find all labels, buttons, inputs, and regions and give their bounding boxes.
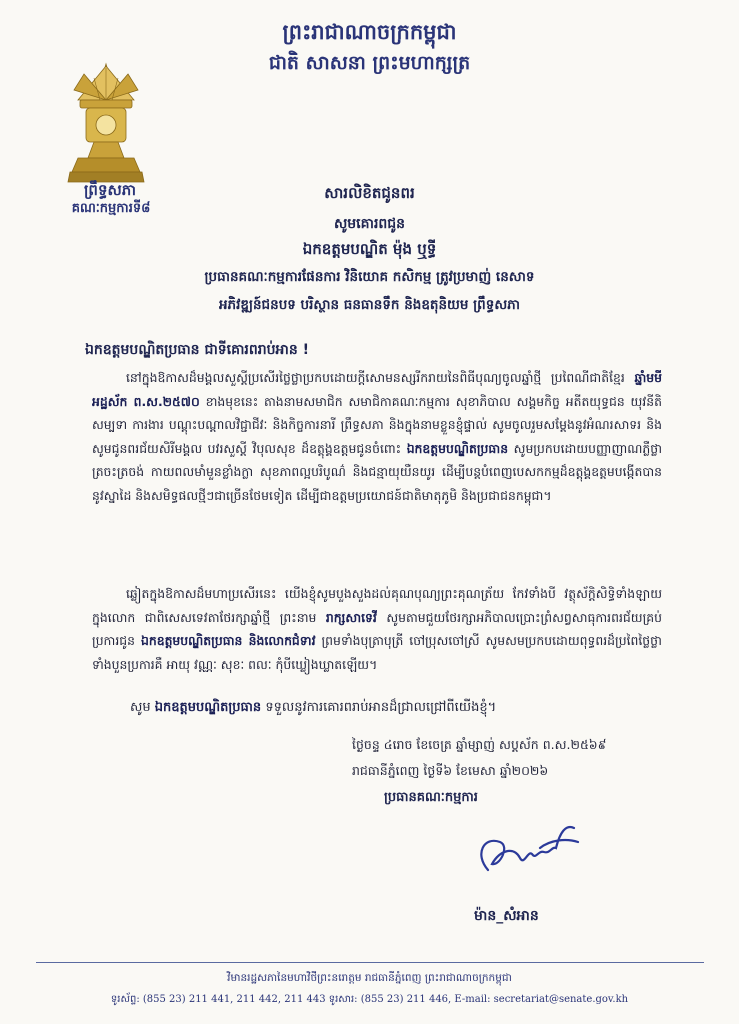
lunar-date: ថ្ងៃចន្ទ ៤រោច ខែចេត្រ ឆ្នាំម្សាញ់ សប្ដស័ក ព.ស.២៥៦៩ [352,737,607,752]
footer-contact: ទូរស័ព្ទ: (855 23) 211 441, 211 442, 211 443 ទូរសារ: (855 23) 211 446, E-mail: secretariat@senate.gov.kh [110,994,629,1005]
recipient-name: ឯកឧត្តមបណ្ឌិត ម៉ុង ឬទ្ធី [302,240,437,258]
recipient-reference: ឯកឧត្តមបណ្ឌិតប្រធាន [154,700,262,715]
recipient-reference: ឯកឧត្តមបណ្ឌិតប្រធាន និងលោកជំទាវ [140,633,316,649]
senate-emblem-icon [64,60,148,188]
closing-text: សូម [130,700,151,715]
recipient-position-line1: ប្រធានគណៈកម្មការផែនការ វិនិយោគ កសិកម្ម ត្រូវប្រមាញ់ នេសាទ [204,269,535,285]
body-paragraph-2 [92,582,662,676]
commission-name: គណៈកម្មការទី៨ [71,201,151,216]
paragraph-text: សូមប្រកបដោយបញ្ញាញាណភ្លឺថ្លា ត្រចះត្រចង់ កាយពលមាំមួនខ្លាំងក្លា សុខភាពល្អបរិបូណ៌ និងជន្មាយុយឺនយូរ ដើម្បីបន្តបំពេញបេសកកម្មដ៏ឧត្ដុង្គឧត្ដមបង្កើតបាននូវស្នាដៃ និងសមិទ្ធផលថ្មីៗជាច្រើនថែមទៀត ដើម្បីជាឧត្តមប្រយោជន៍ជាតិមាតុភូមិ និងប្រជាជនកម្ពុជា។ [92,440,662,503]
handwritten-signature [470,820,590,890]
recipient-reference: ឯកឧត្តមបណ្ឌិតប្រធាន [406,440,509,456]
institution-name: ព្រឹទ្ធសភា [83,181,137,199]
footer-address: វិមានរដ្ឋសភានៃមហាវិថីព្រះនរោត្តម រាជធានីភ្នំពេញ ព្រះរាជាណាចក្រកម្ពុជា [227,972,512,984]
paragraph-text: សូមតាមជួយថែរក្សាអភិបាលប្រោះព្រំសព្វសាធុការពរជ័យគ្រប់ប្រការជូន [92,609,662,649]
closing-text: ទទួលនូវការគោរពរាប់អានដ៏ជ្រាលជ្រៅពីយើងខ្ញុំ។ [265,700,497,715]
signer-title: ប្រធានគណៈកម្មការ [384,790,478,805]
paragraph-text: នៅក្នុងឱកាសដ៏មង្គលសួស្ដីប្រសើរថ្លៃថ្លាប្រកបដោយក្ដីសោមនស្សរីករាយនៃពិធីបុណ្យចូលឆ្នាំថ្មី ប្រពៃណីជាតិខ្មែរ [126,370,625,385]
year-name: ឆ្នាំមមី អដ្ឋស័ក ព.ស.២៥៧០ [92,370,662,409]
deity-name: រាក្សសាទេវី [325,609,377,625]
footer-divider [36,962,704,963]
closing-line [130,699,690,718]
recipient-position-line2: អភិវឌ្ឍន៍ជនបទ បរិស្ថាន ធនធានទឹក និងឧតុនិយម ព្រឹទ្ធសភា [218,297,521,313]
respect-line: សូមគោរពជូន [333,216,406,232]
national-motto: ជាតិ សាសនា ព្រះមហាក្សត្រ [268,52,471,74]
paragraph-text: ព្រមទាំងបុត្រាបុត្រី ចៅប្រុសចៅស្រី សូមសមប្រកបដោយពុទ្ធពរដ៏ប្រពៃថ្លៃថ្លាទាំងបួនប្រការគឺ អាយុ វណ្ណៈ សុខៈ ពលៈ កុំបីឃ្លៀងឃ្លាតឡើយ។ [92,633,662,672]
letter-title: សារលិខិតជូនពរ [324,184,415,202]
body-paragraph-1 [92,366,662,508]
paragraph-text: ឆ្លៀតក្នុងឱកាសដ៏មហាប្រសើរនេះ យើងខ្ញុំសូមបួងសួងដល់គុណបុណ្យព្រះគុណត្រ័យ កែវទាំងបី វត្ថុស័ក្ដិសិទ្ធិទាំងឡាយក្នុងលោក ជាពិសេសទេវតាថែរក្សាឆ្នាំថ្មី ព្រះនាម [92,586,662,625]
place-date: រាជធានីភ្នំពេញ ថ្ងៃទី៦ ខែមេសា ឆ្នាំ២០២៦ [352,763,549,778]
salutation: ឯកឧត្តមបណ្ឌិតប្រធាន ជាទីគោរពរាប់អាន ! [85,342,310,358]
kingdom-heading: ព្រះរាជាណាចក្រកម្ពុជា [282,19,457,44]
paragraph-text: ខាងមុខនេះ តាងនាមសមាជិក សមាជិកាគណៈកម្មការ សុខាភិបាល សង្គមកិច្ច អតីតយុទ្ធជន យុវនីតិសម្បទា ការងារ បណ្ដុះបណ្ដាលវិជ្ជាជីវៈ និងកិច្ចការនារី ព្រឹទ្ធសភា និងក្នុងនាមខ្លួនខ្ញុំផ្ទាល់ សូមចូលរួមសម្ដែងនូវអំណរសាទរ និងសូមជូនពរជ័យសិរីមង្គល បវរសួស្ដី វិបុលសុខ ដ៏ឧត្ដុង្គឧត្ដមជូនចំពោះ [92,393,662,456]
signer-name: ម៉ាន_សំអាន [474,908,539,924]
